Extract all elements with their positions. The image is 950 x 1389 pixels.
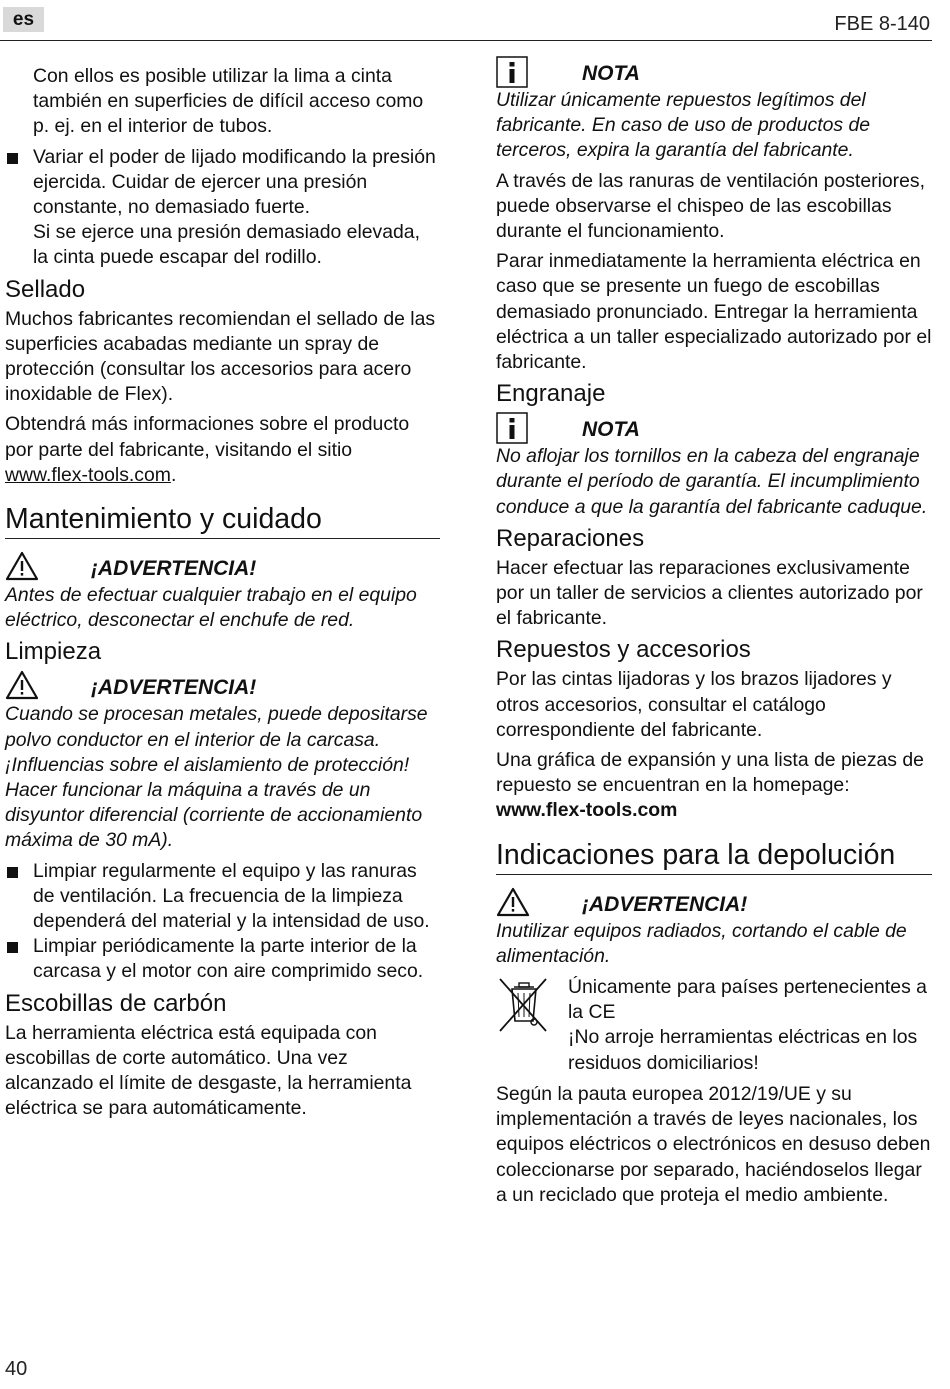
info-text: Obtendrá más informaciones sobre el producto por parte del fabricante, visitando el sitio xyxy=(5,413,410,461)
left-column xyxy=(5,64,440,1127)
repairs-paragraph: Hacer efectuar las reparaciones exclusivamente por un taller de servicios a clientes autorizado por el fabricante. xyxy=(496,556,923,630)
warning-triangle-icon xyxy=(496,887,530,917)
warning-block-cleaning xyxy=(5,672,440,853)
model-name: FBE 8-140 xyxy=(834,13,930,35)
warning-text: Antes de efectuar cualquier trabajo en el equipo eléctrico, desconectar el enchufe de red. xyxy=(5,584,417,632)
info-end: . xyxy=(170,463,177,486)
bullet-clean-interior: Limpiar periódicamente la parte interior de la carcasa y el motor con aire comprimido seco. xyxy=(5,934,440,984)
warning-block-maintenance xyxy=(5,553,440,633)
crossed-out-bin-icon xyxy=(496,975,552,1035)
weee-line-household: ¡No arroje herramientas eléctricas en los residuos domiciliarios! xyxy=(568,1026,918,1074)
maintenance-heading: Mantenimiento y cuidado xyxy=(5,502,440,539)
info-icon xyxy=(496,412,528,444)
warning-block-disposal xyxy=(496,889,932,969)
warning-title: ¡ADVERTENCIA! xyxy=(91,676,257,700)
parts-graph-paragraph: Una gráfica de expansión y una lista de piezas de repuesto se encuentran en la homepage: xyxy=(496,749,924,797)
page-number: 40 xyxy=(5,1358,28,1380)
note-text: No aflojar los tornillos en la cabeza del engranaje durante el período de garantía. El incumplimiento conduce a que la garantía del fabricante caduque. xyxy=(496,445,928,518)
warning-text: Inutilizar equipos radiados, cortando el cable de alimentación. xyxy=(496,919,907,967)
intro-paragraph: Con ellos es posible utilizar la lima a cinta también en superficies de difícil acceso como p. ej. en el interior de tubos. xyxy=(33,65,424,138)
sellado-heading: Sellado xyxy=(5,275,86,303)
warning-triangle-icon xyxy=(5,551,39,581)
pressure-note: Si se ejerce una presión demasiado elevada, la cinta puede escapar del rodillo. xyxy=(33,221,420,269)
warning-title: ¡ADVERTENCIA! xyxy=(582,892,748,916)
warning-title: ¡ADVERTENCIA! xyxy=(91,557,257,581)
disposal-heading: Indicaciones para la depolución xyxy=(496,838,932,875)
ventilation-paragraph: A través de las ranuras de ventilación posteriores, puede observarse el chispeo de las escobillas durante el funcionamiento. xyxy=(496,169,925,243)
repairs-heading: Reparaciones xyxy=(496,524,645,552)
brushes-heading: Escobillas de carbón xyxy=(5,989,227,1017)
directive-paragraph: Según la pauta europea 2012/19/UE y su implementación a través de leyes nacionales, los equipos eléctricos o electrónicos en desuso deben coleccionarse por separado, haciéndoselos llegar a un reciclado que proteja el medio ambiente. xyxy=(496,1082,931,1206)
parts-paragraph: Por las cintas lijadoras y los brazos lijadores y otros accesorios, consultar el catálogo correspondiente del fabricante. xyxy=(496,668,892,741)
page-header xyxy=(0,0,932,41)
note-text: Utilizar únicamente repuestos legítimos del fabricante. En caso de uso de productos de terceros, expira la garantía del fabricante. xyxy=(496,89,871,162)
warning-text: Cuando se procesan metales, puede depositarse polvo conductor en el interior de la carcasa. ¡Influencias sobre el aislamiento de protección! Hacer funcionar la máquina a través de un disyuntor diferencial (corriente de accionamiento máxima de 30 mA). xyxy=(5,703,428,852)
gear-heading: Engranaje xyxy=(496,380,606,408)
note-block-gear xyxy=(496,414,932,520)
weee-block xyxy=(496,975,932,1076)
stop-tool-paragraph: Parar inmediatamente la herramienta eléctrica en caso que se presente un fuego de escobillas demasiado pronunciado. Entregar la herramienta eléctrica a un taller especializado autorizado por el fabricante. xyxy=(496,250,932,374)
info-paragraph xyxy=(5,412,440,488)
sellado-paragraph: Muchos fabricantes recomiendan el sellado de las superficies acabadas mediante un spray de protección (consultar los accesorios para acero inoxidable de Flex). xyxy=(5,307,436,406)
warning-triangle-icon xyxy=(5,670,39,700)
weee-line-eu: Únicamente para países pertenecientes a la CE xyxy=(568,976,927,1024)
bullet-pressure: Variar el poder de lijado modificando la presión ejercida. Cuidar de ejercer una presión constante, no demasiado fuerte. xyxy=(5,145,440,221)
parts-url[interactable]: www.flex-tools.com xyxy=(496,799,678,822)
language-badge: es xyxy=(3,7,44,32)
note-title: NOTA xyxy=(582,418,640,442)
right-column xyxy=(496,64,932,1213)
cleaning-heading: Limpieza xyxy=(5,638,102,666)
note-title: NOTA xyxy=(582,62,640,85)
info-icon xyxy=(496,56,528,88)
note-block-parts xyxy=(496,58,932,164)
bullet-clean-regular: Limpiar regularmente el equipo y las ranuras de ventilación. La frecuencia de la limpieza dependerá del material y la intensidad de uso. xyxy=(5,859,440,935)
parts-heading: Repuestos y accesorios xyxy=(496,636,751,664)
website-link[interactable]: www.flex-tools.com xyxy=(5,463,171,486)
brushes-paragraph: La herramienta eléctrica está equipada con escobillas de corte automático. Una vez alcanzado el límite de desgaste, la herramienta eléctrica se para automáticamente. xyxy=(5,1021,412,1120)
